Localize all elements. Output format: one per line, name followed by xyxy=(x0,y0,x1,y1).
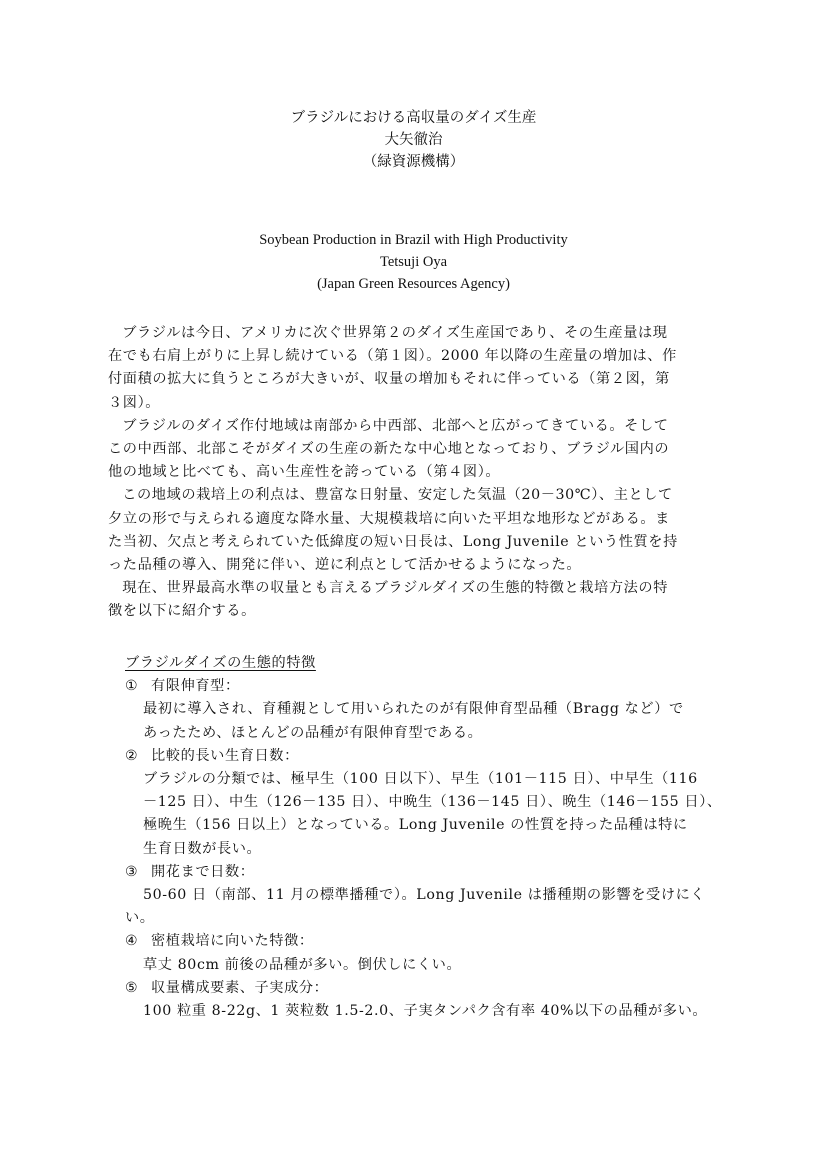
text-line: た当初、欠点と考えられていた低緯度の短い日長は、Long Juvenile という性質を持 xyxy=(108,533,678,550)
item-number: ④ xyxy=(125,933,139,950)
text-line: 徴を以下に紹介する。 xyxy=(108,603,256,620)
intro-paragraph-4 xyxy=(108,577,718,623)
item-title: 開花まで日数： xyxy=(151,863,255,880)
item-text-line: ブラジルの分類では、極早生（100 日以下）、早生（101－115 日）、中早生（116 xyxy=(143,771,698,788)
item-title: 密植栽培に向いた特徴： xyxy=(151,933,314,950)
list-item-heading xyxy=(108,977,728,1000)
english-affiliation: (Japan Green Resources Agency) xyxy=(317,276,510,292)
item-text-line: 極晩生（156 日以上）となっている。Long Juvenile の性質を持った品種は特に xyxy=(143,817,688,834)
item-title: 有限伸育型： xyxy=(151,678,240,695)
intro-paragraph-1 xyxy=(108,322,718,415)
japanese-header xyxy=(0,107,827,173)
text-line: 現在、世界最高水準の収量とも言えるブラジルダイズの生態的特徴と栽培方法の特 xyxy=(122,580,668,597)
english-author: Tetsuji Oya xyxy=(379,254,448,270)
text-line: この中西部、北部こそがダイズの生産の新たな中心地となっており、ブラジル国内の xyxy=(108,441,670,458)
item-number: ① xyxy=(125,678,139,695)
list-item-heading xyxy=(108,930,728,953)
japanese-affiliation: （緑資源機構） xyxy=(362,154,465,170)
list-item-heading xyxy=(108,861,728,884)
text-line: 付面積の拡大に負うところが大きいが、収量の増加もそれに伴っている（第２図，第 xyxy=(108,371,670,388)
item-number: ⑤ xyxy=(125,979,139,996)
item-title: 収量構成要素、子実成分： xyxy=(151,979,329,996)
list-item-heading xyxy=(108,675,728,698)
text-line: ３図）。 xyxy=(108,394,161,411)
item-text-line: 生育日数が長い。 xyxy=(143,840,262,857)
text-line: ブラジルのダイズ作付地域は南部から中西部、北部へと広がってきている。そして xyxy=(122,417,669,434)
item-text-line: い。 xyxy=(125,910,155,927)
ecology-section xyxy=(108,652,728,1023)
text-line: 他の地域と比べても、高い生産性を誇っている（第４図）。 xyxy=(108,464,501,481)
japanese-author: 大矢徹治 xyxy=(384,132,443,148)
english-header xyxy=(0,229,827,295)
text-line: ブラジルは今日、アメリカに次ぐ世界第２のダイズ生産国であり、その生産量は現 xyxy=(122,325,668,341)
intro-text xyxy=(108,322,718,624)
japanese-title: ブラジルにおける高収量のダイズ生産 xyxy=(290,110,537,126)
text-line: 夕立の形で与えられる適度な降水量、大規模栽培に向いた平坦な地形などがある。ま xyxy=(108,510,670,527)
item-text-line: 草丈 80cm 前後の品種が多い。倒伏しにくい。 xyxy=(143,956,462,973)
item-text-line: 100 粒重 8-22g、1 莢粒数 1.5-2.0、子実タンパク含有率 40%以下の品種が多い。 xyxy=(143,1003,708,1020)
item-text-line: あったため、ほとんどの品種が有限伸育型である。 xyxy=(143,724,483,741)
intro-paragraph-2 xyxy=(108,415,718,485)
list-item-heading xyxy=(108,745,728,768)
item-title: 比較的長い生育日数： xyxy=(151,747,299,764)
item-number: ② xyxy=(125,747,139,764)
text-line: った品種の導入、開発に伴い、逆に利点として活かせるようになった。 xyxy=(108,557,582,574)
intro-paragraph-3 xyxy=(108,484,718,577)
text-line: この地域の栽培上の利点は、豊富な日射量、安定した気温（20－30℃）、主として xyxy=(122,487,673,504)
item-number: ③ xyxy=(125,863,139,880)
item-text-line: 50-60 日（南部、11 月の標準播種で）。Long Juvenile は播種期の影響を受けにく xyxy=(143,887,706,904)
section-heading: ブラジルダイズの生態的特徴 xyxy=(125,655,316,671)
english-title: Soybean Production in Brazil with High Productivity xyxy=(259,232,568,248)
item-text-line: －125 日）、中生（126－135 日）、中晩生（136－145 日）、晩生（146－155 日）、 xyxy=(143,794,722,811)
item-text-line: 最初に導入され、育種親として用いられたのが有限伸育型品種（Bragg など）で xyxy=(143,701,684,718)
text-line: 在でも右肩上がりに上昇し続けている（第１図）。2000 年以降の生産量の増加は、作 xyxy=(108,348,677,365)
